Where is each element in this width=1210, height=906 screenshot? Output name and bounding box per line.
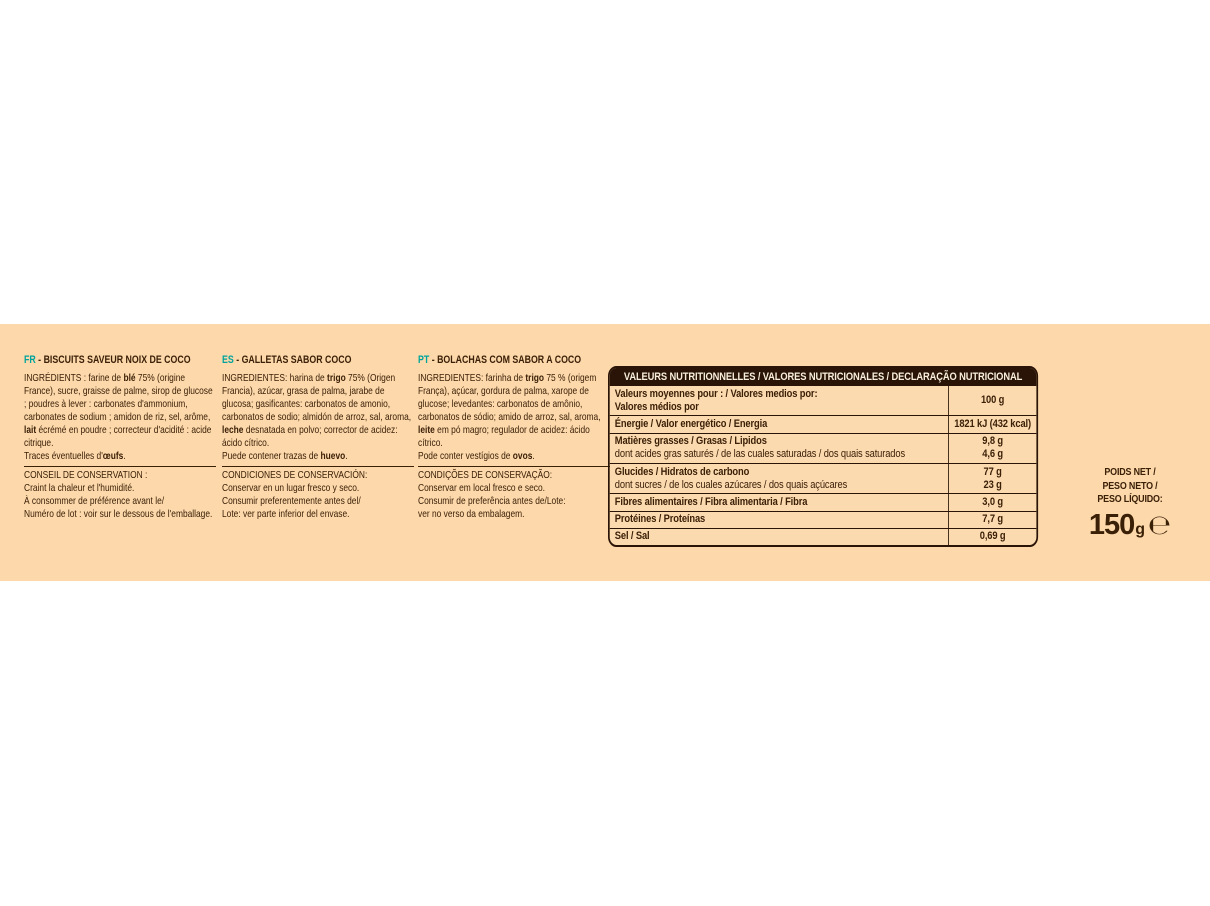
ingredient-text: écrémé en poudre ; correcteur d'acidité : acide citrique. bbox=[24, 424, 212, 449]
table-row bbox=[610, 511, 1037, 528]
ingredient-text: 75% (Origen Francia), azúcar, grasa de palma, jarabe de glucosa; gasificantes: carbonatos de amonio, carbonatos de sodio; almidón de arroz, sal, aroma, bbox=[222, 372, 412, 423]
title-separator: - bbox=[429, 354, 438, 366]
label-band bbox=[0, 324, 1210, 581]
row-sublabel-line: dont sucres / de los cuales azúcares / dos quais açúcares bbox=[614, 478, 848, 491]
conservation-line: Consumir preferentemente antes del/ bbox=[222, 495, 361, 507]
product-name: GALLETAS SABOR COCO bbox=[241, 354, 352, 366]
ingredient-text: 75 % (origem França), açúcar, gordura de palma, xarope de glucose; levedantes: carbonatos de amônio, carbonatos de sódio; amido de arroz, sal, aroma, bbox=[418, 372, 601, 423]
traces-paragraph bbox=[418, 450, 610, 463]
table-row bbox=[610, 433, 1037, 463]
product-name: BISCUITS SAVEUR NOIX DE COCO bbox=[43, 354, 191, 366]
net-weight-block bbox=[1074, 466, 1186, 541]
table-row bbox=[610, 528, 1037, 545]
row-value bbox=[948, 494, 1036, 510]
conservation-line: Lote: ver parte inferior del envase. bbox=[222, 508, 350, 520]
language-code: PT bbox=[418, 354, 430, 366]
conservation-line: Consumir de preferência antes de/Lote: bbox=[418, 495, 566, 507]
allergen-bold-text: leche bbox=[222, 424, 244, 436]
ingredient-column-es bbox=[222, 354, 414, 521]
ingredient-text: Traces éventuelles d' bbox=[24, 450, 103, 462]
language-code: FR bbox=[24, 354, 36, 366]
value-line: 1821 kJ (432 kcal) bbox=[954, 417, 1031, 430]
table-row bbox=[610, 463, 1037, 493]
traces-paragraph bbox=[222, 450, 414, 463]
value-line: 0,69 g bbox=[979, 530, 1006, 543]
ingredient-text: INGRÉDIENTS : farine de bbox=[24, 372, 124, 384]
separator-line bbox=[418, 466, 610, 467]
table-row bbox=[610, 385, 1037, 415]
value-line: 4,6 g bbox=[982, 448, 1003, 461]
title-separator: - bbox=[35, 354, 44, 366]
ingredient-text: 75% (origine France), sucre, graisse de palme, sirop de glucose ; poudres à lever : carbonates d'ammonium, carbonates de sodium ; amidon de riz, sel, arôme, bbox=[24, 372, 213, 423]
conservation-line: ver no verso da embalagem. bbox=[418, 508, 525, 520]
language-code: ES bbox=[222, 354, 234, 366]
net-weight-label-fr: POIDS NET / bbox=[1104, 466, 1156, 478]
row-label bbox=[610, 464, 948, 493]
table-row bbox=[610, 493, 1037, 510]
net-weight-value: 150 bbox=[1088, 508, 1135, 541]
row-value bbox=[948, 386, 1036, 415]
allergen-bold-text: lait bbox=[24, 424, 37, 436]
conservation-line: Craint la chaleur et l'humidité. bbox=[24, 482, 135, 494]
row-label-line: Sel / Sal bbox=[614, 530, 650, 543]
allergen-bold-text: œufs bbox=[102, 450, 124, 462]
conservation-line: Conservar em local fresco e seco. bbox=[418, 482, 545, 494]
row-label bbox=[610, 529, 948, 545]
estimated-symbol-icon: ℮ bbox=[1148, 509, 1172, 541]
conservation-line: Numéro de lot : voir sur le dessous de l'emballage. bbox=[24, 508, 213, 520]
product-name: BOLACHAS COM SABOR A COCO bbox=[437, 354, 582, 366]
row-value bbox=[948, 529, 1036, 545]
ingredient-text: . bbox=[532, 450, 535, 462]
row-label bbox=[610, 386, 948, 415]
separator-line bbox=[24, 466, 216, 467]
nutrition-table-header: VALEURS NUTRITIONNELLES / VALORES NUTRICIONALES / DECLARAÇÃO NUTRICIONAL bbox=[610, 368, 1037, 385]
row-value bbox=[948, 512, 1036, 528]
net-weight-label-pt: PESO LÍQUIDO: bbox=[1097, 493, 1163, 505]
column-title bbox=[222, 354, 414, 367]
row-label-line: Glucides / Hidratos de carbono bbox=[614, 465, 750, 478]
allergen-bold-text: huevo bbox=[320, 450, 346, 462]
net-weight-value-row bbox=[1074, 510, 1186, 541]
ingredient-text: INGREDIENTES: farinha de bbox=[418, 372, 526, 384]
allergen-bold-text: leite bbox=[418, 424, 435, 436]
value-line: 3,0 g bbox=[982, 495, 1003, 508]
ingredient-text: em pó magro; regulador de acidez: ácido cítrico. bbox=[418, 424, 590, 449]
row-label-line: Protéines / Proteínas bbox=[614, 513, 706, 526]
value-line: 7,7 g bbox=[982, 513, 1003, 526]
column-title bbox=[24, 354, 216, 367]
table-row bbox=[610, 415, 1037, 432]
ingredient-text: . bbox=[345, 450, 348, 462]
ingredient-column-pt bbox=[418, 354, 610, 521]
ingredient-text: INGREDIENTES: harina de bbox=[222, 372, 328, 384]
allergen-bold-text: ovos bbox=[512, 450, 533, 462]
column-title bbox=[418, 354, 610, 367]
separator-line bbox=[222, 466, 414, 467]
conservation-line: À consommer de préférence avant le/ bbox=[24, 495, 165, 507]
ingredients-paragraph bbox=[418, 372, 610, 450]
ingredients-paragraph bbox=[222, 372, 414, 450]
value-line: 100 g bbox=[980, 394, 1005, 407]
conservation-title: CONDICIONES DE CONSERVACIÓN: bbox=[222, 469, 368, 481]
row-sublabel-line: dont acides gras saturés / de las cuales saturadas / dos quais saturados bbox=[614, 448, 905, 461]
row-value bbox=[948, 416, 1036, 432]
ingredient-text: desnatada en polvo; corrector de acidez: ácido cítrico. bbox=[222, 424, 398, 449]
net-weight-unit: g bbox=[1135, 520, 1146, 538]
nutrition-table bbox=[608, 366, 1038, 547]
allergen-bold-text: trigo bbox=[525, 372, 545, 384]
ingredient-text: . bbox=[123, 450, 126, 462]
value-line: 23 g bbox=[983, 478, 1002, 491]
row-label bbox=[610, 512, 948, 528]
conservation-title: CONSEIL DE CONSERVATION : bbox=[24, 469, 148, 481]
conservation-line: Conservar en un lugar fresco y seco. bbox=[222, 482, 360, 494]
conservation-title: CONDIÇÕES DE CONSERVAÇÃO: bbox=[418, 469, 553, 481]
row-label-line: Valores médios por bbox=[614, 400, 699, 413]
ingredients-paragraph bbox=[24, 372, 216, 450]
allergen-bold-text: blé bbox=[123, 372, 136, 384]
row-label bbox=[610, 416, 948, 432]
row-label-line: Matières grasses / Grasas / Lipidos bbox=[614, 435, 767, 448]
allergen-bold-text: trigo bbox=[327, 372, 346, 384]
row-label bbox=[610, 494, 948, 510]
nutrition-table-box bbox=[608, 366, 1038, 547]
ingredient-text: Puede contener trazas de bbox=[222, 450, 321, 462]
ingredient-column-fr bbox=[24, 354, 216, 521]
ingredient-text: Pode conter vestígios de bbox=[418, 450, 513, 462]
value-line: 77 g bbox=[983, 465, 1002, 478]
title-separator: - bbox=[233, 354, 242, 366]
row-label-line: Fibres alimentaires / Fibra alimentaria / Fibra bbox=[614, 495, 808, 508]
row-value bbox=[948, 464, 1036, 493]
net-weight-label-es: PESO NETO / bbox=[1102, 479, 1158, 492]
row-value bbox=[948, 434, 1036, 463]
value-line: 9,8 g bbox=[982, 435, 1003, 448]
row-label-line: Valeurs moyennes pour : / Valores medios por: bbox=[614, 387, 818, 400]
row-label bbox=[610, 434, 948, 463]
nutrition-table-body bbox=[610, 385, 1037, 545]
traces-paragraph bbox=[24, 450, 216, 463]
row-label-line: Énergie / Valor energético / Energia bbox=[614, 417, 768, 430]
